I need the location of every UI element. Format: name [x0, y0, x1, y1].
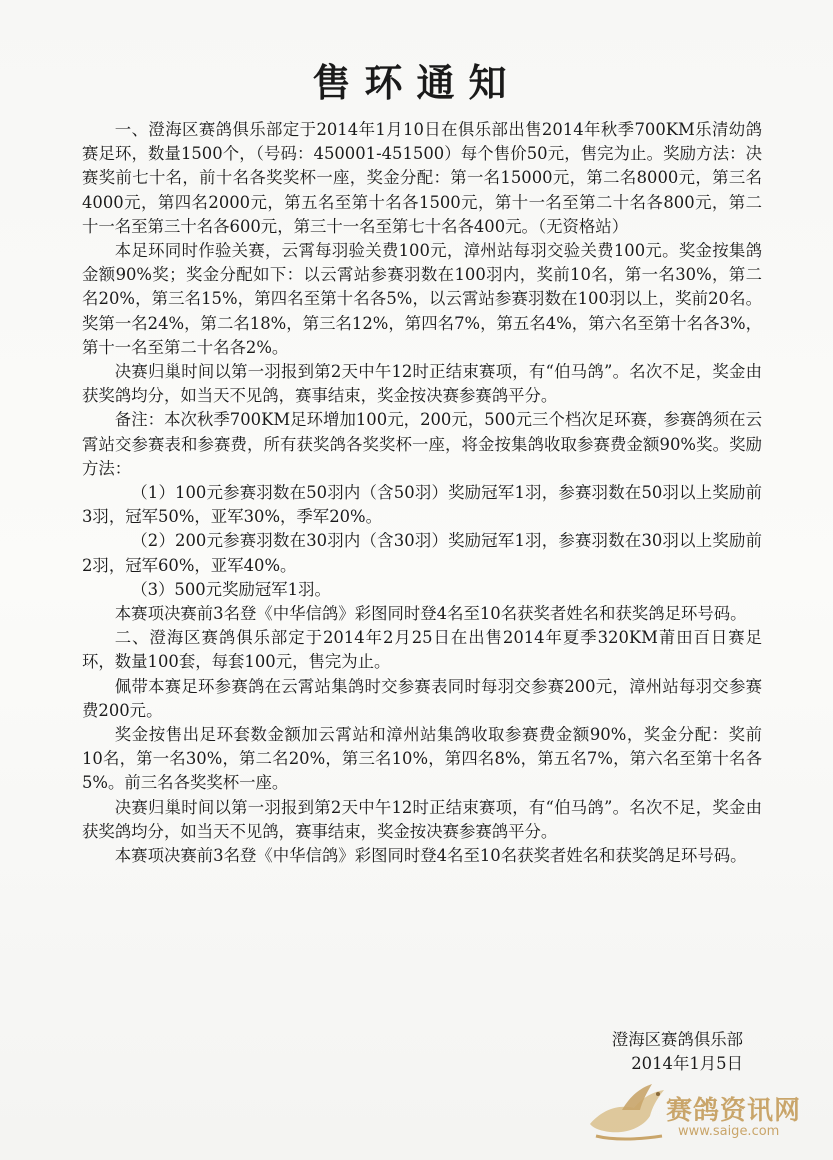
watermark-logo	[582, 1080, 822, 1146]
paragraph-11: 奖金按售出足环套数金额加云霄站和漳州站集鸽收取参赛费金额90%，奖金分配：奖前10名，第一名30%，第二名20%，第三名10%，第四名8%，第五名7%，第六名至第十名各5%。前三名各奖奖杯一座。	[82, 725, 762, 793]
paragraph-10: 佩带本赛足环参赛鸽在云霄站集鸽时交参赛表同时每羽交参赛200元，漳州站每羽交参赛费200元。	[82, 676, 762, 720]
watermark-brand: 赛鸽资讯网	[666, 1096, 802, 1126]
pigeon-icon	[582, 1080, 672, 1146]
paragraph-1: 一、澄海区赛鸽俱乐部定于2014年1月10日在俱乐部出售2014年秋季700KM乐清幼鸽赛足环，数量1500个，（号码：450001-451500）每个售价50元，售完为止。奖励方法：决赛奖前七十名，前十名各奖奖杯一座，奖金分配：第一名15000元，第二名8000元，第三名4000元，第四名2000元，第五名至第十名各1500元，第十一名至第二十名各800元，第二十一名至第三十名各600元，第三十一名至第七十名各400元。（无资格站）	[82, 120, 762, 236]
paragraph-7: （3）500元奖励冠军1羽。	[131, 579, 331, 599]
paragraph-5: （1）100元参赛羽数在50羽内（含50羽）奖励冠军1羽，参赛羽数在50羽以上奖励前3羽，冠军50%，亚军30%，季军20%。	[82, 483, 762, 527]
paragraph-2: 本足环同时作验关赛，云霄每羽验关费100元，漳州站每羽交验关费100元。奖金按集鸽金额90%奖；奖金分配如下：以云霄站参赛羽数在100羽内，奖前10名，第一名30%，第二名20%，第三名15%，第四名至第十名各5%，以云霄站参赛羽数在100羽以上，奖前20名。奖第一名24%，第二名18%，第三名12%，第四名7%，第五名4%，第六名至第十名各3%，第十一名至第二十名各2%。	[82, 241, 762, 357]
paragraph-9: 二、澄海区赛鸽俱乐部定于2014年2月25日在出售2014年夏季320KM莆田百日赛足环，数量100套，每套100元，售完为止。	[82, 628, 762, 672]
signature-date: 2014年1月5日	[631, 1054, 743, 1073]
paragraph-12: 决赛归巢时间以第一羽报到第2天中午12时正结束赛项，有“伯马鸽”。名次不足，奖金由获奖鸽均分，如当天不见鸽，赛事结束，奖金按决赛参赛鸽平分。	[82, 797, 762, 841]
document-title: 售环通知	[312, 60, 521, 105]
signature-block	[612, 1028, 743, 1076]
paragraph-13: 本赛项决赛前3名登《中华信鸽》彩图同时登4名至10名获奖者姓名和获奖鸽足环号码。	[114, 846, 747, 866]
paragraph-4: 备注：本次秋季700KM足环增加100元，200元，500元三个档次足环赛，参赛鸽须在云霄站交参赛表和参赛费，所有获奖鸽各奖奖杯一座，将金按集鸽收取参赛费金额90%奖。奖励方法：	[82, 410, 762, 478]
paragraph-8: 本赛项决赛前3名登《中华信鸽》彩图同时登4名至10名获奖者姓名和获奖鸽足环号码。	[114, 604, 747, 624]
watermark-url: www.saige.com	[678, 1124, 780, 1139]
document-body	[82, 118, 762, 868]
paragraph-3: 决赛归巢时间以第一羽报到第2天中午12时正结束赛项，有“伯马鸽”。名次不足，奖金由获奖鸽均分，如当天不见鸽，赛事结束，奖金按决赛参赛鸽平分。	[82, 362, 762, 406]
paragraph-6: （2）200元参赛羽数在30羽内（含30羽）奖励冠军1羽，参赛羽数在30羽以上奖励前2羽，冠军60%，亚军40%。	[82, 531, 762, 575]
signature-organization: 澄海区赛鸽俱乐部	[611, 1030, 743, 1049]
